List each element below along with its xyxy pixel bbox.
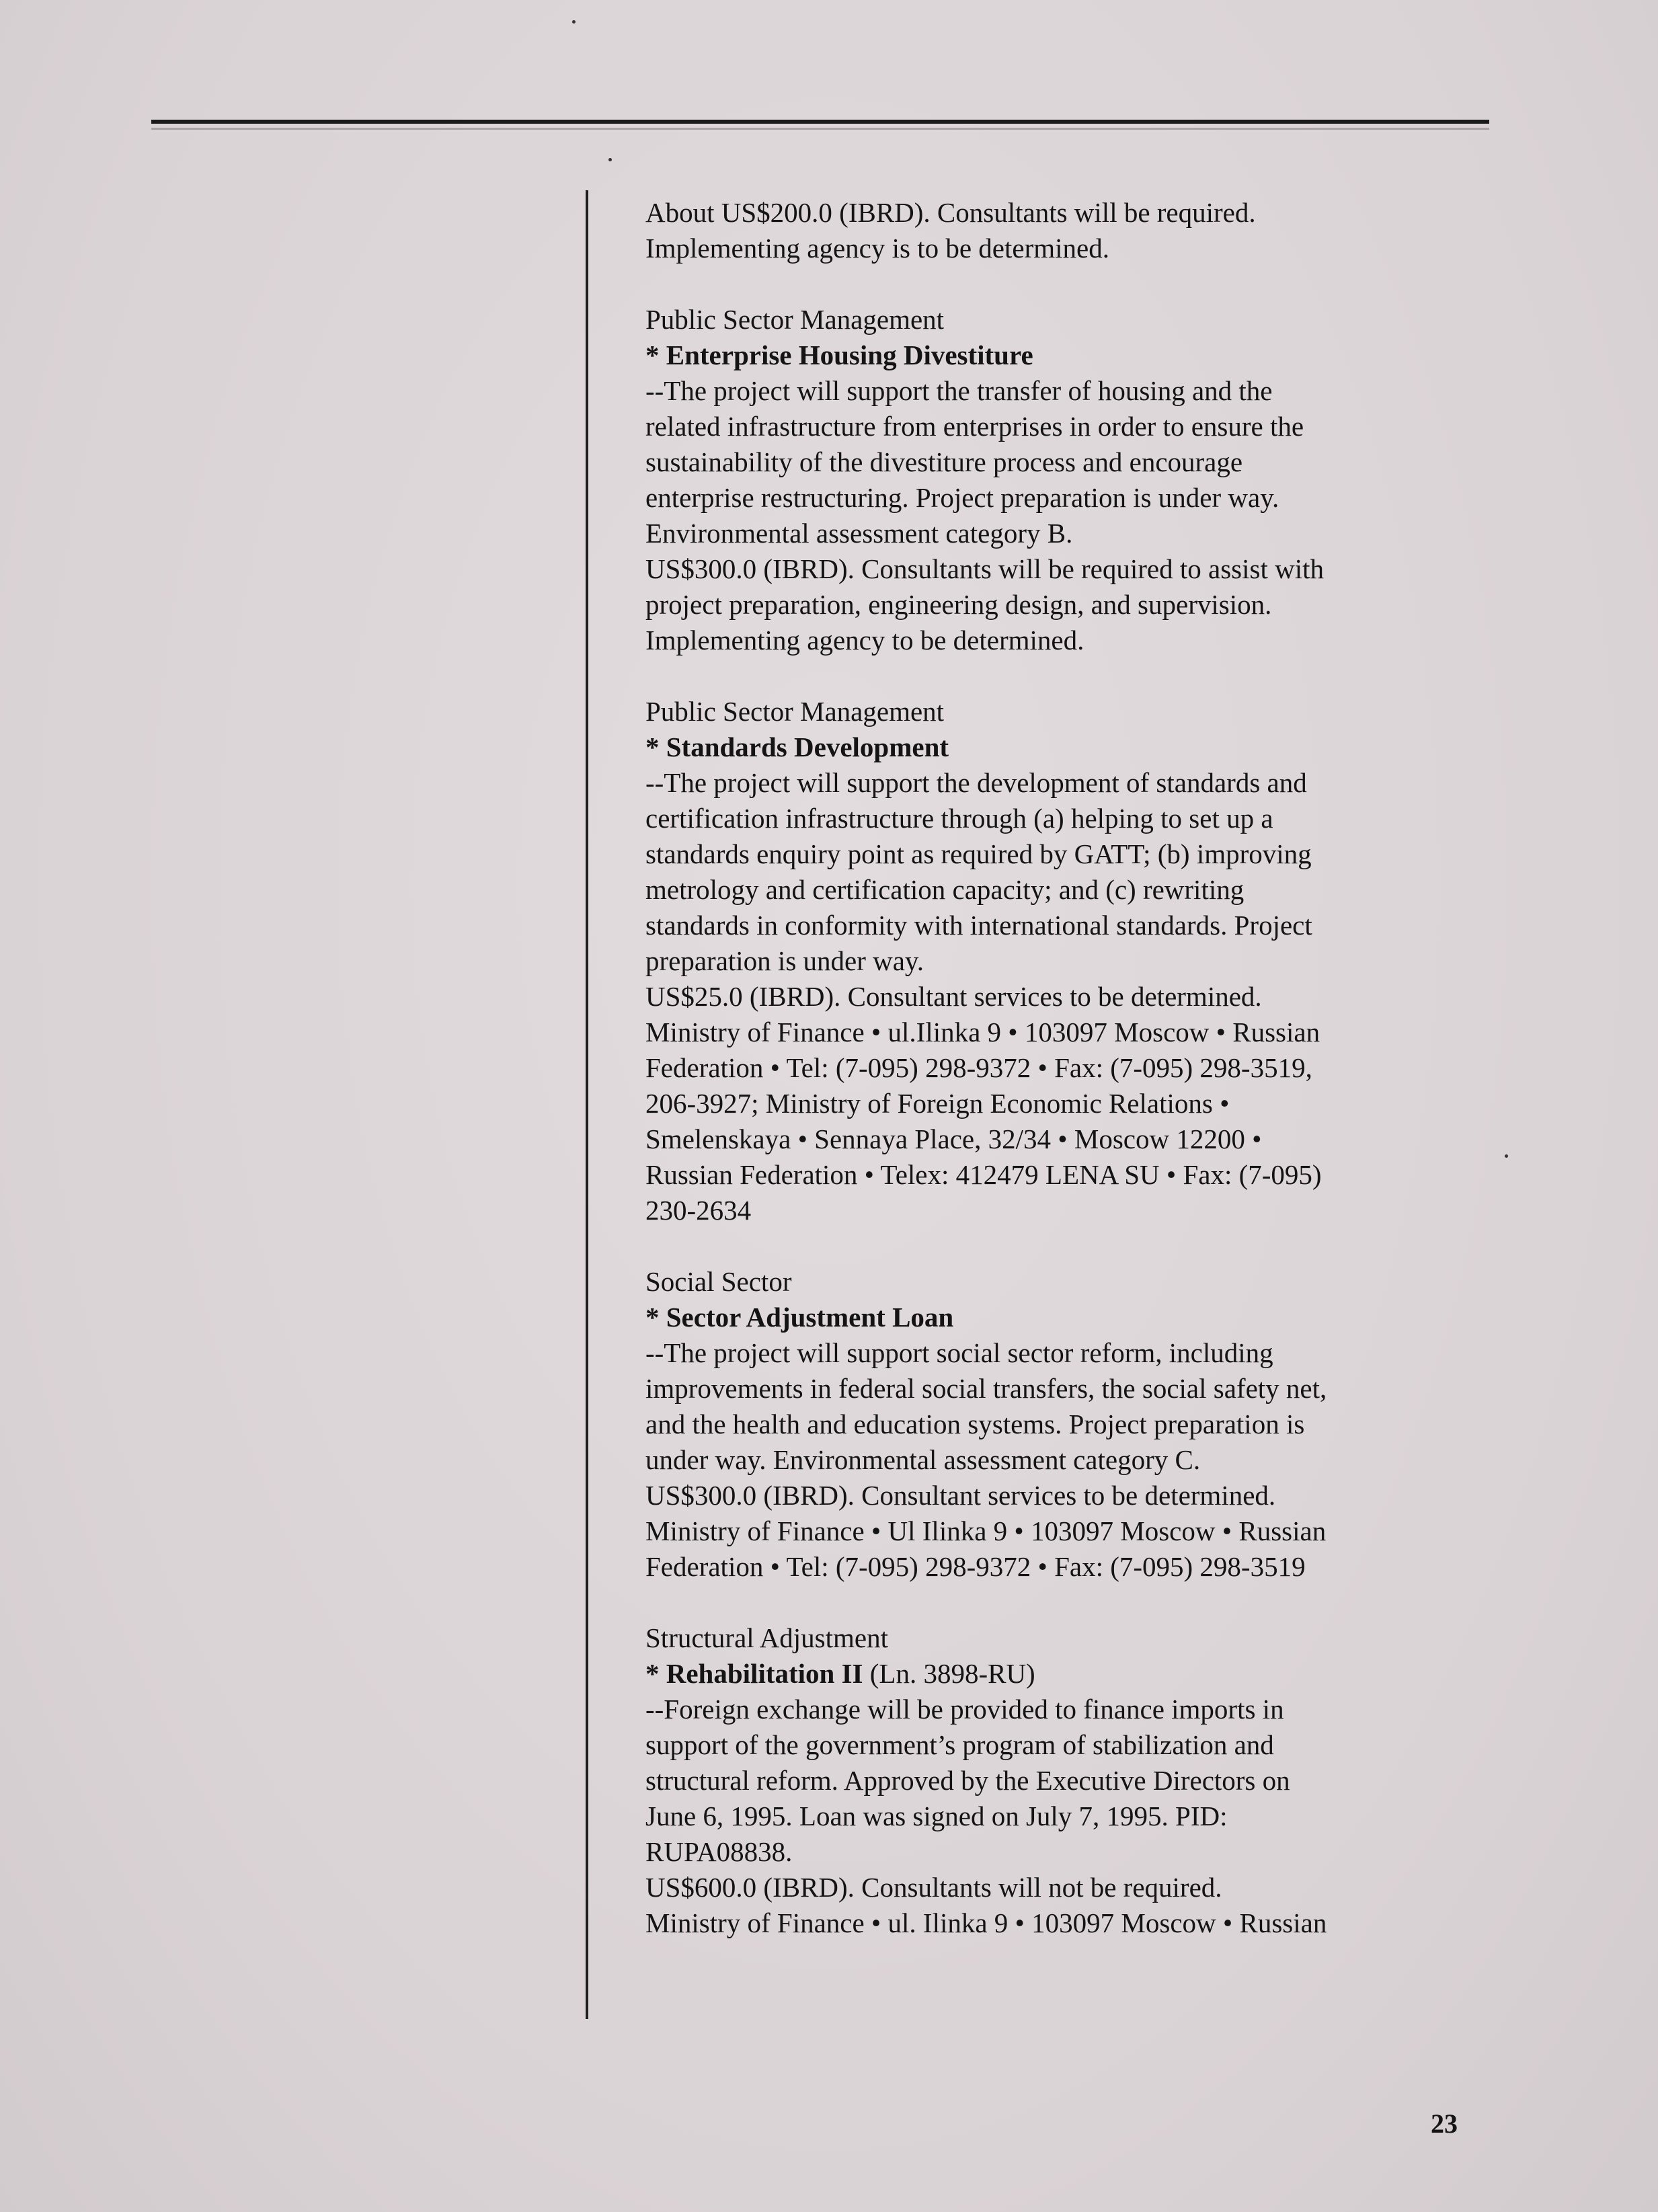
column-rule: [586, 190, 588, 2019]
entry-line: US$600.0 (IBRD). Consultants will not be required.: [645, 1872, 1222, 1903]
entry-line: RUPA08838.: [645, 1836, 793, 1867]
entry-line: preparation is under way.: [645, 945, 924, 976]
entry-line: Ministry of Finance • Ul Ilinka 9 • 103097 Moscow • Russian: [645, 1515, 1327, 1546]
new-project-marker: *: [645, 1658, 666, 1689]
project-title-suffix: (Ln. 3898-RU): [863, 1658, 1035, 1689]
entry-line: standards in conformity with international standards. Project: [645, 910, 1312, 941]
entry-line: Implementing agency is to be determined.: [645, 233, 1109, 264]
new-project-marker: *: [645, 1302, 666, 1333]
entry-line: enterprise restructuring. Project preparation is under way.: [645, 482, 1279, 513]
project-title-line: [645, 338, 1472, 373]
sector-heading: Public Sector Management: [645, 304, 945, 335]
entry-line: under way. Environmental assessment category C.: [645, 1444, 1201, 1475]
entry-line: --The project will support the development of standards and: [645, 767, 1307, 798]
entry-line: metrology and certification capacity; and (c) rewriting: [645, 874, 1245, 905]
new-project-marker: *: [645, 340, 666, 370]
entry-line: 230-2634: [645, 1195, 752, 1226]
sector-heading: Public Sector Management: [645, 696, 945, 727]
project-title-line: [645, 729, 1472, 765]
entry-line: US$300.0 (IBRD). Consultants will be required to assist with: [645, 553, 1325, 584]
entry-line: Federation • Tel: (7-095) 298-9372 • Fax: (7-095) 298-3519,: [645, 1052, 1312, 1083]
project-entry: [645, 1264, 1472, 1585]
entry-line: Russian Federation • Telex: 412479 LENA SU • Fax: (7-095): [645, 1159, 1322, 1190]
entry-line: Environmental assessment category B.: [645, 518, 1073, 549]
new-project-marker: *: [645, 732, 666, 762]
entry-line: sustainability of the divestiture process and encourage: [645, 446, 1243, 477]
entry-line: --Foreign exchange will be provided to finance imports in: [645, 1694, 1284, 1725]
entry-line: related infrastructure from enterprises in order to ensure the: [645, 411, 1304, 442]
project-title-line: [645, 1656, 1472, 1692]
entry-line: certification infrastructure through (a) helping to set up a: [645, 803, 1273, 834]
entry-line: --The project will support the transfer of housing and the: [645, 375, 1273, 406]
entry-line: standards enquiry point as required by GATT; (b) improving: [645, 838, 1312, 869]
entry-line: support of the government’s program of stabilization and: [645, 1729, 1274, 1760]
entry-line: Ministry of Finance • ul. Ilinka 9 • 103097 Moscow • Russian: [645, 1907, 1327, 1938]
project-entry: [645, 694, 1472, 1228]
speck: [608, 158, 612, 161]
entry-line: Smelenskaya • Sennaya Place, 32/34 • Moscow 12200 •: [645, 1123, 1262, 1154]
top-rule-shadow: [151, 128, 1489, 130]
entry-line: Ministry of Finance • ul.Ilinka 9 • 103097 Moscow • Russian: [645, 1017, 1320, 1048]
entry-line: About US$200.0 (IBRD). Consultants will be required.: [645, 197, 1256, 228]
speck: [572, 20, 576, 24]
entry-line: project preparation, engineering design, and supervision.: [645, 589, 1272, 620]
project-title-line: [645, 1300, 1472, 1335]
entry-line: US$300.0 (IBRD). Consultant services to be determined.: [645, 1480, 1276, 1511]
entry-line: and the health and education systems. Project preparation is: [645, 1409, 1305, 1439]
main-column: [645, 195, 1472, 1977]
project-entry: [645, 302, 1472, 658]
project-title: Rehabilitation II: [666, 1658, 863, 1689]
sector-heading: Structural Adjustment: [645, 1622, 888, 1653]
project-title: Enterprise Housing Divestiture: [666, 340, 1033, 370]
project-title: Sector Adjustment Loan: [666, 1302, 954, 1333]
speck: [1505, 1154, 1508, 1158]
project-entry: [645, 195, 1472, 266]
entry-line: structural reform. Approved by the Executive Directors on: [645, 1765, 1290, 1796]
entry-line: Implementing agency to be determined.: [645, 625, 1084, 656]
entry-line: improvements in federal social transfers, the social safety net,: [645, 1373, 1327, 1404]
entry-line: US$25.0 (IBRD). Consultant services to be determined.: [645, 981, 1262, 1012]
page-number: 23: [1431, 2108, 1458, 2139]
entry-line: --The project will support social sector reform, including: [645, 1337, 1273, 1368]
top-rule: [151, 120, 1489, 124]
project-title: Standards Development: [666, 732, 949, 762]
entry-line: June 6, 1995. Loan was signed on July 7, 1995. PID:: [645, 1801, 1228, 1831]
entry-line: Federation • Tel: (7-095) 298-9372 • Fax: (7-095) 298-3519: [645, 1551, 1306, 1582]
sector-heading: Social Sector: [645, 1266, 792, 1297]
entry-line: 206-3927; Ministry of Foreign Economic Relations •: [645, 1088, 1230, 1119]
project-entry: [645, 1620, 1472, 1941]
